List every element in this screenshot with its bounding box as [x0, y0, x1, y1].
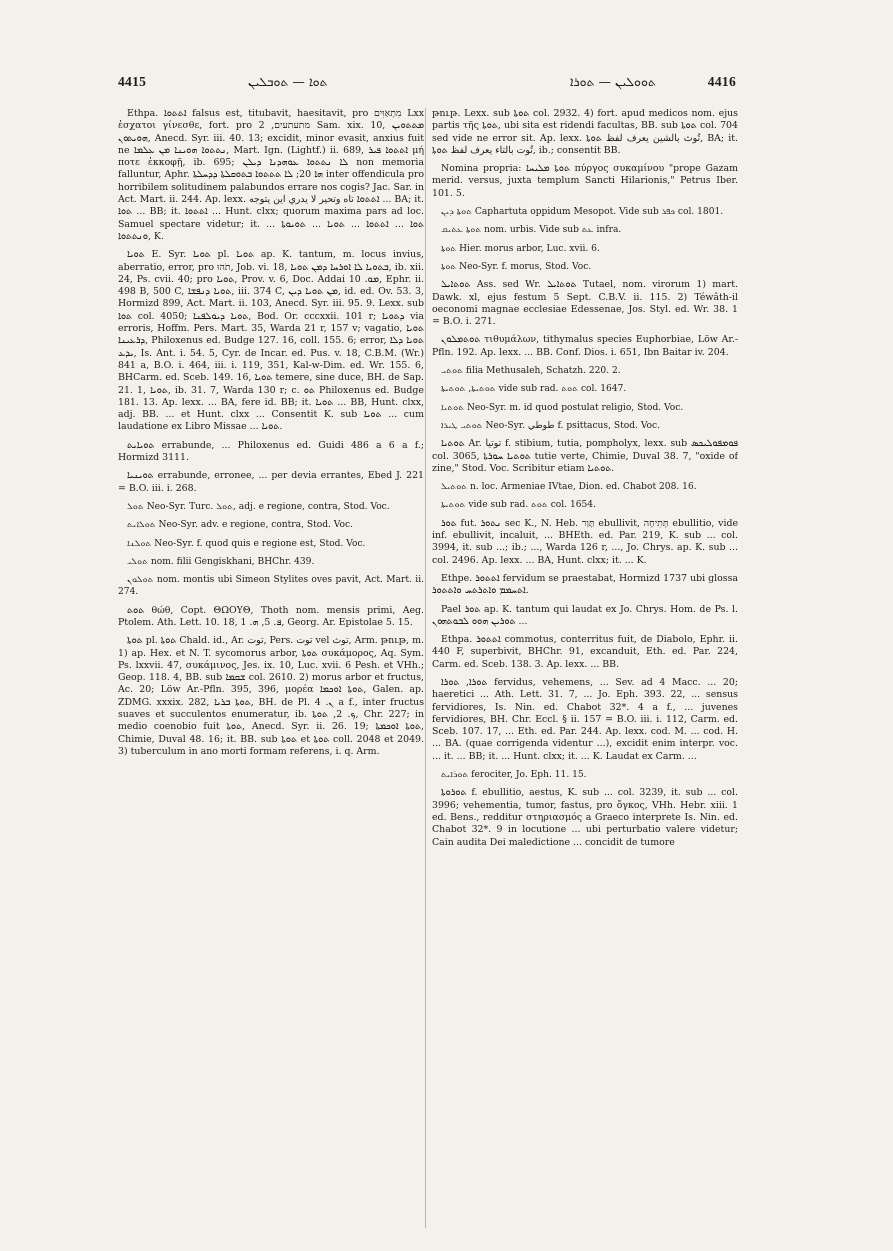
entry: ܬܘܬܝܐ Ar. توتيا f. stibium, tutia, pompholyx, lexx. sub ܦܘܡܦܘܠܝܟܣ col. 3065, ܬܘܬܝܐ ܚܘܪܬܐ tutie verte, Chimie, Duval 38. 7, "oxide of zine," Stod. Voc. Scribitur etiam ܬܘܬܝܐ. [432, 438, 738, 474]
entry: ܬܘܬܝ ܛܝܪܐ Neo-Syr. طوطي f. psittacus, Stod. Voc. [441, 420, 661, 431]
running-title-left: ܬܘܐ — ܬܘܒܠܝܢ [248, 74, 328, 89]
running-title-right: ܬܘܘܠܝܢ — ܬܘܪܐ [570, 74, 656, 89]
entry: ܬܘܠܢܐ Neo-Syr. f. quod quis e regione est, Stod. Voc. [127, 538, 366, 549]
entry: ܬܘܬܝܬܐ, ܬܘܬܝܬܐ vide sub rad. ܬܘܬ col. 1647. [441, 384, 627, 395]
entry: ܬܘܝܐܝܬ errabunde, ... Philoxenus ed. Guidi 486 a 6 a f.; Hormizd 3111. [118, 439, 424, 464]
entry: Ethpa. ܐܬܬܘܪ commotus, conterritus fuit, de Diabolo, Ephr. ii. 440 F, superbivit, BHChr. 91, excanduit, Eth. ed. Par. 224, Carm. ed. Sceb. 138. 3. Ap. lexx. ... BB. [432, 634, 738, 670]
entry: ܬܘܪܐ, ܬܘܪܐ fervidus, vehemens, ... Sev. ad 4 Macc. ... 20; haeretici ... Ath. Lett. 31. 7, ... Jo. Eph. 393. 22, ... sensus fervidiores, Is. Nin. ed. Chabot 32*. 4 a f., ... juvenes fervidiores, BH. Chr. Eccl. § ii. 157 = B.O. iii. i. 112, Carm. ed. Sceb. 107. 17, ... Eth. ed. Par. 244. Ap. lexx. cod. M. ... cod. H. ... BA. (quae corrigenda videntur ...), excidit enim interpr. voc. ... it. ... BB; it. ... Hunt. clxx; it. ... K. Laudat ex Carm. ... [432, 676, 738, 762]
page-number-right: 4416 [707, 74, 736, 89]
page-number-left: 4415 [118, 74, 147, 89]
entry: ܬܘܬܝܠ n. loc. Armeniae IVtae, Dion. ed. Chabot 208. 16. [441, 482, 697, 493]
entry: ܬܘܪܐܝܬ ferociter, Jo. Eph. 11. 15. [441, 770, 587, 781]
entry: ܬܘܬܝ filia Methusaleh, Schatzh. 220. 2. [441, 366, 621, 377]
entry: ܬܘܬܐܝܠ Ass. sed Wr. ܬܘܬܐܝܠ Tutael, nom. virorum 1) mart. Dawk. xl, ejus festum 5 Sept. C.B.V. ii. 115. 2) Téwâth-il oeconomi magnae ecclesiae Edessenae, Jos. Styl. ed. Wr. 38. 1 = B.O. i. 271. [432, 279, 738, 328]
entry: ܬܘܬܐ Neo-Syr. f. morus, Stod. Voc. [441, 261, 592, 272]
right-column [432, 108, 738, 1233]
entry: ܬܘܪ fut. ܢܬܘܪ sec K., N. Heb. תָּוַר ebullivit, תְּתִיחָה ebullitio, vide inf. ebullivit, incaluit, ... BHEth. ed. Par. 219, K. sub ... col. 3994, it. sub ...; ib.; ..., Warda 126 r, ..., Jo. Chrys. ap. K. sub ... col. 2496. Ap. lexx. ... BA, Hunt. clxx; it. ... K. [432, 517, 738, 566]
left-column [118, 108, 424, 1233]
column-divider [425, 108, 426, 1228]
entry: ܬܘܠܝ nom. filii Gengiskhani, BHChr. 439. [127, 556, 315, 567]
entry: Nomina propria: ܬܘܬܐ ܡܠܝܚܐ πύργος συκαμίνου "prope Gazam merid. versus, juxta templum Sancti Hilarionis," Petrus Iber. 101. 5. [432, 163, 738, 199]
entry: Ethpe. ܐܬܬܘܪ fervidum se praestabat, Hormizd 1737 ubi glossa ܐܬܚܡܡ ܘܐܬܪܬܚ ܘܐܬܬܘܪ. [432, 572, 738, 597]
entry: ܬܘܝܢܝܐ errabunde, erronee, ... per devia errantes, Ebed J. 221 = B.O. iii. i. 268. [118, 470, 424, 494]
entry: ܬܘܬܐ Hier. morus arbor, Luc. xvii. 6. [441, 243, 600, 254]
entry: ܬܘܬ θώθ, Copt. ΘΩΟΥΘ, Thoth nom. mensis primi, Aeg. Ptolem. Ath. Lett. 10. 18, ܦ. 5, ܗ. 1, Georg. Ar. Epistolae 5. 15. [118, 604, 424, 628]
running-header [118, 74, 736, 100]
entry: ܬܘܬܝܐ Neo-Syr. m. id quod postulat religio, Stod. Voc. [441, 402, 684, 413]
entry: ܬܘܝܐ E. Syr. ܬܘܝܐ pl. ܬܘܝܐ ap. K. tantum, m. locus invius, aberratio, error, pro תֹהוּ, Job. vi. 18, ܒܬܘܝܐ ܠܐ ܐܘܪܚܐ ܕܡܢ ܬܘܝܐ, ib. xii. 24, Ps. cvii. 40; pro ܬܘܝܐ, Prov. v. 6, Doc. Addai ܡܘ. 10, Ephr. ii. 498 B, 500 C, ܬܘܝܐ ܕܢܦܫܐ, iii. 374 C, ܡܢ ܬܘܝܐ ܕܝܢ, id. ed. Ov. 53. 3, Hormizd 899, Act. Mart. ii. 103, Anecd. Syr. iii. 95. 9. Lexx. sub ܬܘܐ col. 4050; ܬܘܝܐ ܕܝܘܠܦܢܐ, Bod. Or. cccxxii. 101 r; ܕܬܘܝܐ via erroris, Hoffm. Pers. Mart. 35, Warda 21 r, 157 v; vagatio, ܬܘܝܐ ܕܪܥܝܢܐ, Philoxenus ed. Budge 127. 16, coll. 155. 6; error, ܬܘܝܐ ܕܠܐ ܝܕܥ, Is. Ant. i. 54. 5, Cyr. de Incar. ed. Pus. v. 18, C.B.M. (Wr.) 841 a, B.O. i. 464, iii. i. 119, 351, Kal-w-Dim. ed. Wr. 155. 6, BHCarm. ed. Sceb. 149. 16, ܬܘܝܐ temere, sine duce, BH. de Sap. 21. 1, ܬܘܝܐ, ib. 31. 7, Warda 130 r; c. ܬܘ Philoxenus ed. Budge 181. 13. Ap. lexx. ... BA, fere id. BB; it. ܬܘܝܐ ... BB, Hunt. clxx, adj. BB. ... et Hunt. clxx ... Consentit K. sub ܬܘܝܐ ... cum laudatione ex Libro Missae ... ܬܘܝܐ. [118, 249, 424, 433]
entry: ܬܘܬܝܬܐ vide sub rad. ܬܘܬ col. 1654. [441, 500, 596, 511]
entry: Pael ܬܘܪ ap. K. tantum qui laudat ex Jo. Chrys. Hom. de Ps. l. ܬܘܪܝܢ ܗܘܘ ܠܒܘܬܗܘܢ ... [432, 603, 738, 627]
entry: ܬܘܠܐܝܬ Neo-Syr. adv. e regione, contra, Stod. Voc. [127, 520, 354, 531]
entry: ܬܘܠ Neo-Syr. Turc. ܬܘܠ, adj. e regione, contra, Stod. Voc. [127, 501, 390, 512]
entry: ܬܘܬܡܠܘܢ τιθυμάλων, tithymalus species Euphorbiae, Löw Ar.-Pfln. 192. Ap. lexx. ... BB. Conf. Dios. i. 651, Ibn Baitar iv. 204. [432, 334, 738, 358]
entry: ܬܘܬܐ ܥܬܝܩ nom. urbis. Vide sub ܥܬ infra. [441, 225, 622, 236]
entry: Ethpa. ܐܬܬܘܐ falsus est, titubavit, haesitavit, pro מִתְאַוִּים Lxx ἐσχατοι γίνεσθε, fort. pro מתעתעים, 2 Sam. xix. 10, ܡܬܬܘܝܢ ܗܘܝܬܘܢ, Anecd. Syr. iii. 40. 13; excidit, minor evasit, anxius fuit ne ܢܬܬܘܐ ܗܘܝܢܐ ܡܢ ܥܠܡܐ, Mart. Ign. (Lightf.) ii. 689, ܐܬܬܘܐ ܦܝܪ μή ποτε ἐκκοφῇ, ib. 695; ܠܐ ܢܬܬܘܐ ܥܘܗܕܢܐ ܕܝܠܢ non memoria falluntur, Aphr. ܗܐ 20; ܠܐ ܬܬܬܘܐ ܒܬܘܩܠܬܐ ܕܕܚܠܬܐ inter offendicula pro horribilem solitudinem palabundos errare nos cogis? Jac. Sar. in Act. Mart. ii. 244. Ap. lexx. ܐܬܬܘܐ تاه وتحير لا يدري اين يتوجه ... BA; it. ܬܘܐ ... BB; it. ܐܬܬܘܐ ... Hunt. clxx; quorum maxima pars ad loc. Samuel spectare videtur; it. ܬܘܐ ... ܐܬܬܘܐ ... ܬܘܝܐ ... ܬܘܝܘܬܐ ... ܘܢܬܬܘܐ, K. [118, 108, 424, 242]
entry: թութ. Lexx. sub ܬܘܬܐ col. 2932. 4) fort. apud medicos nom. ejus partis τῆς ܬܘܬܐ, ubi sita est ridendi facultas, BB. sub ܬܘܬܐ col. 704 sed vide ne error sit. Ap. lexx. تُوث بالشين يعرف لفظ ܬܘܬܐ, BA; it. تُوت بالتاء يعرف لفظ ܬܘܬܐ, ib.; consentit BB. [432, 108, 738, 156]
entry: ܬܘܬܐ ܕܝܢ Caphartuta oppidum Mesopot. Vide sub ܟܦܪ col. 1801. [441, 207, 724, 218]
entry: ܬܘܠܘܢ nom. montis ubi Simeon Stylites oves pavit, Act. Mart. ii. 274. [118, 575, 424, 598]
entry: ܬܘܪܘܬܐ f. ebullitio, aestus, K. sub ... col. 3239, it. sub ... col. 3996; vehementia, tumor, fastus, pro ὄγκος, VHh. Hebr. xiii. 1 ed. Bens., redditur στηριασμός a Graeco interprete Is. Nin. ed. Chabot 32*. 9 in locutione ... ubi perturbatio valere videtur; Cain audita Dei maledictione ... concidit de tumore [432, 787, 738, 848]
entry: ܬܘܬܐ pl. ܬܘܬܐ Chald. id., Ar. توت, Pers. توت vel توث, Arm. թութ, m. 1) ap. Hex. et N. T. sycomorus arbor, ܬܘܬܐ συκάμορος, Aq. Sym. Ps. lxxvii. 47, συκάμινος, Jes. ix. 10, Luc. xvii. 6 Pesh. et VHh.; Geop. 118. 4, BB. sub ܫܩܡܐ col. 2610. 2) morus arbor et fructus, Ac. 20; Löw Ar.-Pfln. 395, 396, μορέα ܬܘܬܐ ܐܘܟܡܐ, Galen. ap. ZDMG. xxxix. 282, ܬܘܬܐ ܒܪܝܐ, BH. de Pl. ܢ. 4 a f., inter fructus suaves et succulentos enumeratur, ib. ܟ. 2, ܬܘܬܐ, Chr. 227; in medio coenobio fuit ܬܘܬܐ, Anecd. Syr. ii. 26. 19; ܬܘܬܐ ܐܘܟܡܬܐ, Chimie, Duval 48. 16; it. BB. sub ܬܘܬܐ et ܬܘܬܐ coll. 2048 et 2049. 3) tuberculum in ano morti formam referens, i. q. Arm. [118, 635, 424, 757]
